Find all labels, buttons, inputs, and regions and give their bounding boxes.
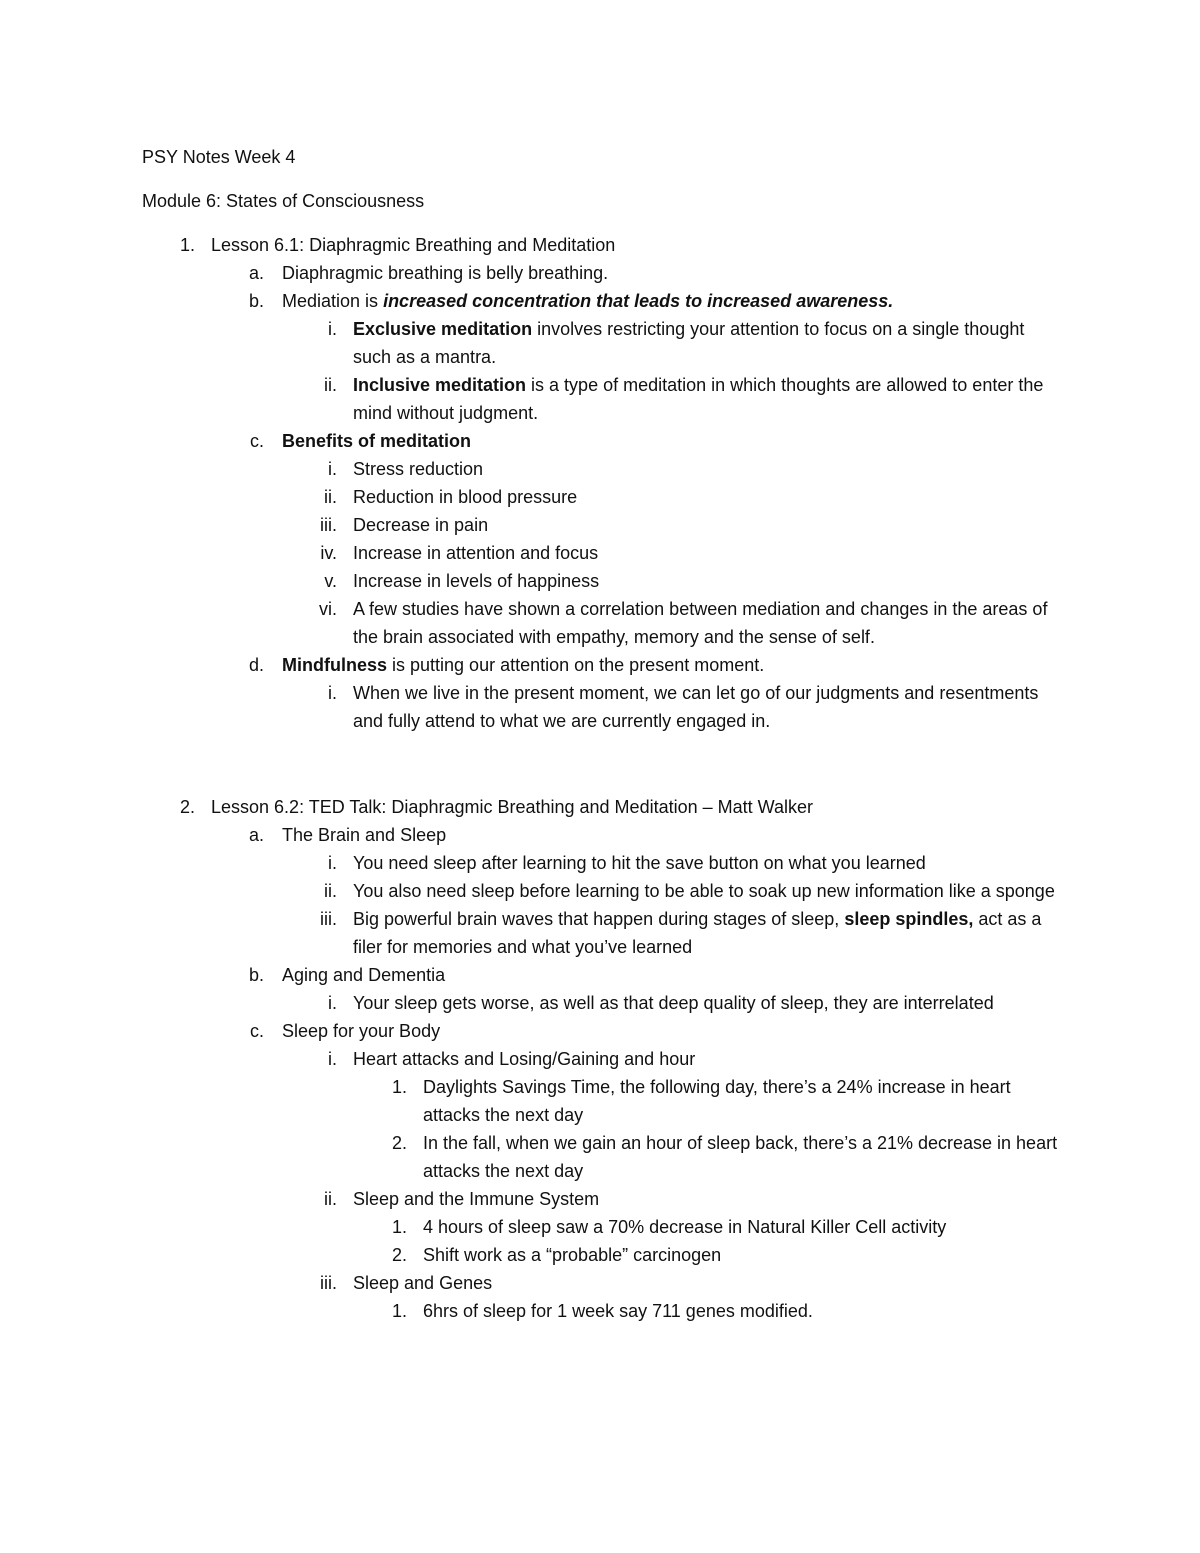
list-item-text: 6hrs of sleep for 1 week say 711 genes modified. <box>423 1301 813 1321</box>
list-item <box>142 315 1062 371</box>
list-item-text: Increase in levels of happiness <box>353 571 600 591</box>
list-item <box>142 961 1062 989</box>
lesson-heading <box>142 793 1062 821</box>
list-marker: v. <box>324 571 337 591</box>
list-marker: iii. <box>320 909 337 929</box>
list-marker: b. <box>248 291 264 311</box>
list-marker: i. <box>328 319 337 339</box>
list-item <box>142 905 1062 961</box>
list-item <box>142 511 1062 539</box>
list-item-text: You need sleep after learning to hit the save button on what you learned <box>353 853 926 873</box>
list-item-text: act as a filer for memories and what you’ve learned <box>353 909 1042 957</box>
term: sleep spindles, <box>844 909 974 929</box>
list-item <box>142 371 1062 427</box>
list-item <box>142 427 1062 455</box>
list-item <box>142 849 1062 877</box>
list-item-text: Reduction in blood pressure <box>353 487 578 507</box>
list-marker: 2. <box>179 797 195 817</box>
list-item-text: Decrease in pain <box>353 515 489 535</box>
list-item <box>142 539 1062 567</box>
module-heading: Module 6: States of Consciousness <box>142 191 425 211</box>
list-marker: i. <box>328 993 337 1013</box>
term: Benefits of meditation <box>282 431 472 451</box>
list-marker: 1. <box>179 235 195 255</box>
list-marker: 2. <box>391 1133 407 1153</box>
list-marker: ii. <box>324 375 337 395</box>
list-item <box>142 483 1062 511</box>
list-item-text: Daylights Savings Time, the following day, there’s a 24% increase in heart attacks the next day <box>423 1077 1011 1125</box>
list-marker: 1. <box>391 1077 407 1097</box>
list-item <box>142 877 1062 905</box>
section-spacer <box>142 735 1062 793</box>
list-marker: i. <box>328 1049 337 1069</box>
term: Inclusive meditation <box>353 375 527 395</box>
document-body <box>142 143 1062 1325</box>
list-marker: vi. <box>319 599 337 619</box>
list-item <box>142 595 1062 651</box>
list-item <box>142 821 1062 849</box>
list-item-text: When we live in the present moment, we can let go of our judgments and resentments and fully attend to what we are currently engaged in. <box>353 683 1039 731</box>
list-marker: i. <box>328 459 337 479</box>
list-item <box>142 259 1062 287</box>
list-marker: ii. <box>324 1189 337 1209</box>
list-item <box>142 1297 1062 1325</box>
term: Exclusive meditation <box>353 319 533 339</box>
list-item-text: Shift work as a “probable” carcinogen <box>423 1245 722 1265</box>
term: Mindfulness <box>282 655 388 675</box>
list-marker: iv. <box>320 543 337 563</box>
list-item-text: Sleep and the Immune System <box>353 1189 600 1209</box>
list-marker: ii. <box>324 881 337 901</box>
list-item <box>142 1073 1062 1129</box>
list-item <box>142 1129 1062 1185</box>
list-marker: c. <box>249 431 264 451</box>
list-item-text: is putting our attention on the present moment. <box>387 655 765 675</box>
list-item-text: The Brain and Sleep <box>282 825 447 845</box>
list-item-text: Sleep and Genes <box>353 1273 493 1293</box>
list-item <box>142 1241 1062 1269</box>
doc-title: PSY Notes Week 4 <box>142 147 296 167</box>
list-item-text: Big powerful brain waves that happen during stages of sleep, <box>353 909 845 929</box>
list-item-text: You also need sleep before learning to be able to soak up new information like a sponge <box>353 881 1055 901</box>
list-item-text: Sleep for your Body <box>282 1021 441 1041</box>
list-item <box>142 651 1062 679</box>
list-item <box>142 1185 1062 1213</box>
list-item-text: Stress reduction <box>353 459 484 479</box>
list-marker: 2. <box>391 1245 407 1265</box>
emphasis-text: increased concentration that leads to increased awareness <box>383 291 889 311</box>
emphasis-period: . <box>888 291 894 311</box>
list-item-text: Aging and Dementia <box>282 965 446 985</box>
list-marker: ii. <box>324 487 337 507</box>
list-item-text: is a type of meditation in which thoughts are allowed to enter the mind without judgment. <box>353 375 1044 423</box>
list-marker: 1. <box>391 1217 407 1237</box>
lesson-title: Lesson 6.1: Diaphragmic Breathing and Meditation <box>211 235 616 255</box>
list-item <box>142 1213 1062 1241</box>
list-marker: c. <box>249 1021 264 1041</box>
list-marker: b. <box>248 965 264 985</box>
list-marker: i. <box>328 853 337 873</box>
list-marker: a. <box>248 263 264 283</box>
list-item-text: involves restricting your attention to focus on a single thought such as a mantra. <box>353 319 1025 367</box>
list-marker: iii. <box>320 515 337 535</box>
list-item-text: Your sleep gets worse, as well as that deep quality of sleep, they are interrelated <box>353 993 994 1013</box>
list-item <box>142 679 1062 735</box>
list-marker: a. <box>248 825 264 845</box>
list-item <box>142 287 1062 315</box>
list-item-text: In the fall, when we gain an hour of sleep back, there’s a 21% decrease in heart attacks the next day <box>423 1133 1058 1181</box>
lesson-title: Lesson 6.2: TED Talk: Diaphragmic Breathing and Meditation – Matt Walker <box>211 797 813 817</box>
list-item-text: Diaphragmic breathing is belly breathing. <box>282 263 609 283</box>
list-marker: d. <box>248 655 264 675</box>
list-item <box>142 1045 1062 1073</box>
list-item-text: Heart attacks and Losing/Gaining and hour <box>353 1049 696 1069</box>
list-item <box>142 567 1062 595</box>
list-item <box>142 455 1062 483</box>
list-item <box>142 1269 1062 1297</box>
list-item <box>142 1017 1062 1045</box>
list-item-text: Increase in attention and focus <box>353 543 599 563</box>
list-item-text: A few studies have shown a correlation between mediation and changes in the areas of the brain associated with empathy, memory and the sense of self. <box>353 599 1048 647</box>
list-item-text: Mediation is <box>282 291 384 311</box>
lesson-heading <box>142 231 1062 259</box>
list-marker: iii. <box>320 1273 337 1293</box>
list-marker: i. <box>328 683 337 703</box>
list-marker: 1. <box>391 1301 407 1321</box>
list-item-text: 4 hours of sleep saw a 70% decrease in Natural Killer Cell activity <box>423 1217 947 1237</box>
list-item <box>142 989 1062 1017</box>
